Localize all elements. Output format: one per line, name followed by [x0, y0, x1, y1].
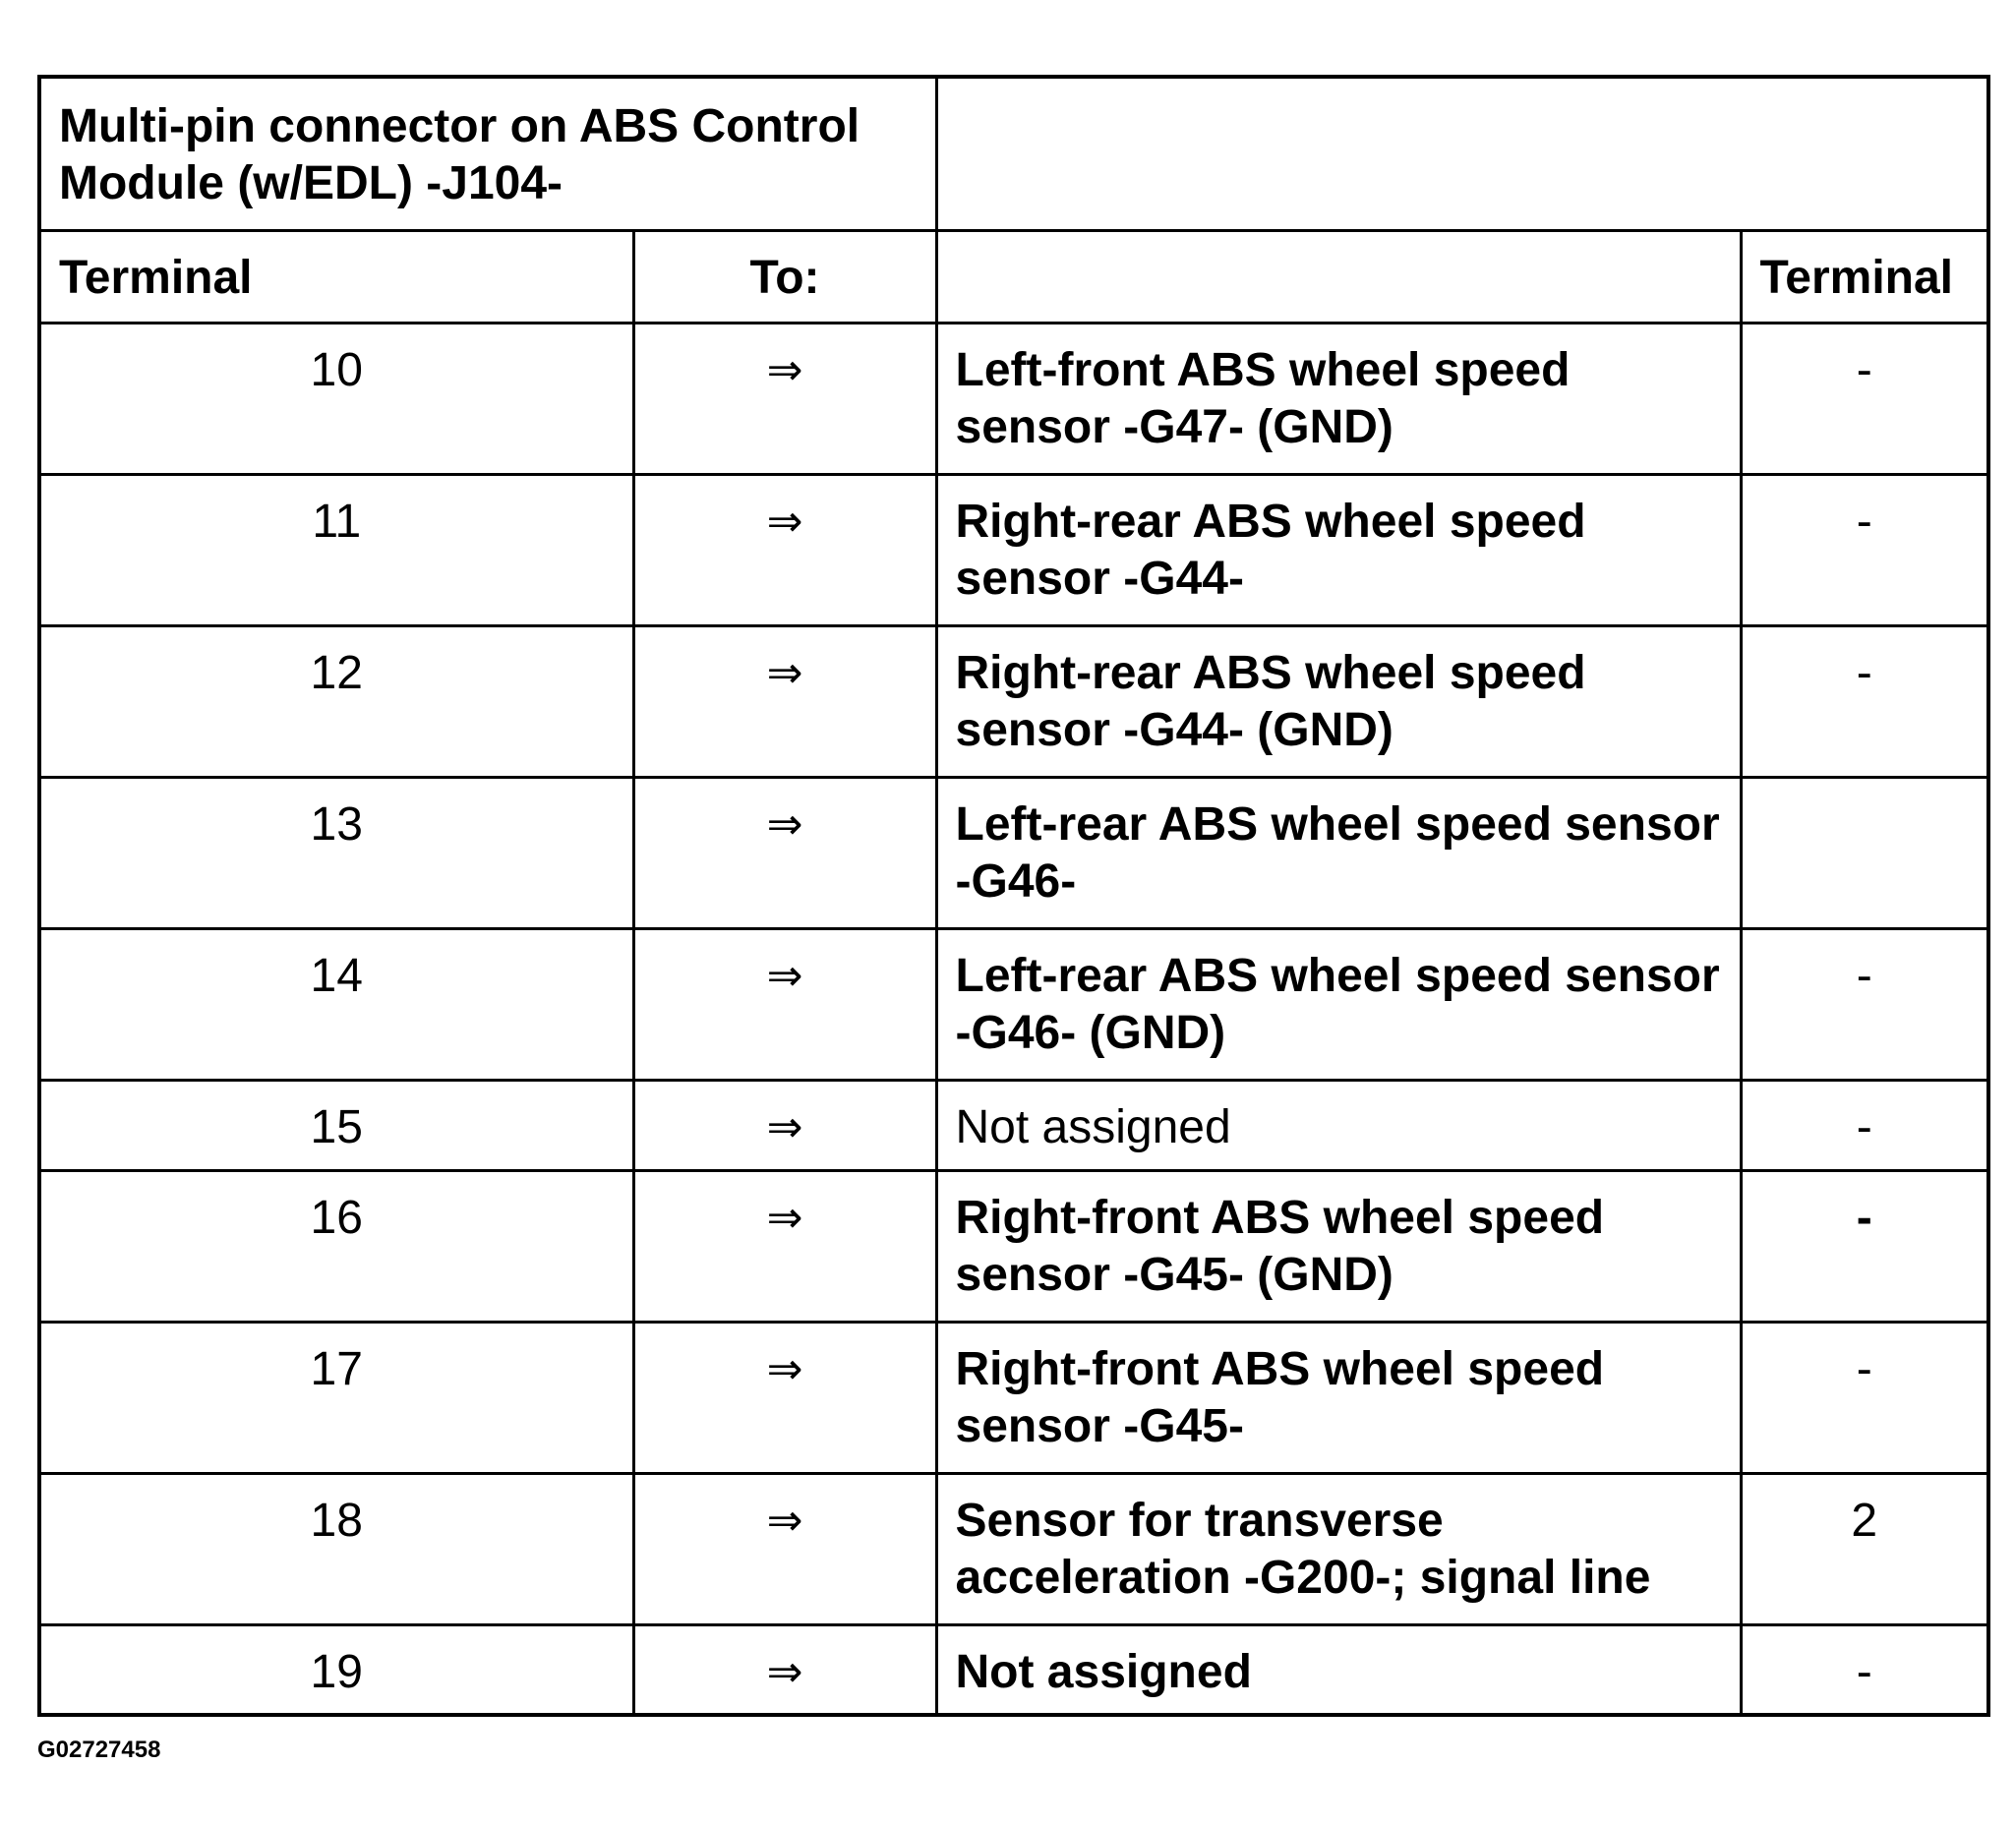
table-row [39, 928, 1988, 1080]
terminal-number: 16 [39, 1170, 633, 1322]
terminal-number: 18 [39, 1473, 633, 1624]
terminal-number: 11 [39, 474, 633, 625]
destination-description: Left-rear ABS wheel speed sensor -G46- (GND) [936, 928, 1741, 1080]
destination-description: Right-rear ABS wheel speed sensor -G44- [936, 474, 1741, 625]
destination-terminal: - [1741, 1080, 1988, 1170]
terminal-number: 10 [39, 323, 633, 474]
destination-description: Right-rear ABS wheel speed sensor -G44- (GND) [936, 625, 1741, 777]
table-row [39, 474, 1988, 625]
destination-terminal: - [1741, 928, 1988, 1080]
table-title: Multi-pin connector on ABS Control Module (w/EDL) -J104- [39, 77, 936, 230]
terminal-number: 14 [39, 928, 633, 1080]
terminal-number: 17 [39, 1322, 633, 1473]
arrow-right-icon: ⇒ [633, 1473, 936, 1624]
destination-terminal: - [1741, 625, 1988, 777]
pinout-table [37, 75, 1990, 1717]
arrow-right-icon: ⇒ [633, 1170, 936, 1322]
destination-description: Left-front ABS wheel speed sensor -G47- (GND) [936, 323, 1741, 474]
arrow-right-icon: ⇒ [633, 1624, 936, 1715]
destination-terminal: - [1741, 474, 1988, 625]
arrow-right-icon: ⇒ [633, 1080, 936, 1170]
arrow-right-icon: ⇒ [633, 323, 936, 474]
table-row [39, 1624, 1988, 1715]
terminal-number: 15 [39, 1080, 633, 1170]
arrow-right-icon: ⇒ [633, 928, 936, 1080]
destination-description: Right-front ABS wheel speed sensor -G45- (GND) [936, 1170, 1741, 1322]
destination-terminal: - [1741, 323, 1988, 474]
arrow-right-icon: ⇒ [633, 1322, 936, 1473]
destination-description: Sensor for transverse acceleration -G200-; signal line [936, 1473, 1741, 1624]
destination-description: Left-rear ABS wheel speed sensor -G46- [936, 777, 1741, 928]
destination-description: Not assigned [936, 1624, 1741, 1715]
table-row [39, 1080, 1988, 1170]
destination-terminal: - [1741, 1170, 1988, 1322]
table-row [39, 1322, 1988, 1473]
pinout-table-body [39, 77, 1988, 1715]
arrow-right-icon: ⇒ [633, 625, 936, 777]
terminal-number: 12 [39, 625, 633, 777]
destination-description: Not assigned [936, 1080, 1741, 1170]
header-terminal-right: Terminal [1741, 230, 1988, 323]
header-terminal: Terminal [39, 230, 633, 323]
terminal-number: 13 [39, 777, 633, 928]
arrow-right-icon: ⇒ [633, 777, 936, 928]
table-row [39, 777, 1988, 928]
header-description [936, 230, 1741, 323]
destination-terminal [1741, 777, 1988, 928]
destination-terminal: - [1741, 1322, 1988, 1473]
header-to: To: [633, 230, 936, 323]
destination-terminal: - [1741, 1624, 1988, 1715]
table-row [39, 1170, 1988, 1322]
table-row [39, 625, 1988, 777]
table-row [39, 1473, 1988, 1624]
title-row-blank-cell [936, 77, 1988, 230]
destination-terminal: 2 [1741, 1473, 1988, 1624]
terminal-number: 19 [39, 1624, 633, 1715]
destination-description: Right-front ABS wheel speed sensor -G45- [936, 1322, 1741, 1473]
title-row [39, 77, 1988, 230]
table-row [39, 323, 1988, 474]
figure-id: G02727458 [37, 1737, 161, 1763]
arrow-right-icon: ⇒ [633, 474, 936, 625]
connector-document [37, 75, 1986, 1717]
header-row [39, 230, 1988, 323]
